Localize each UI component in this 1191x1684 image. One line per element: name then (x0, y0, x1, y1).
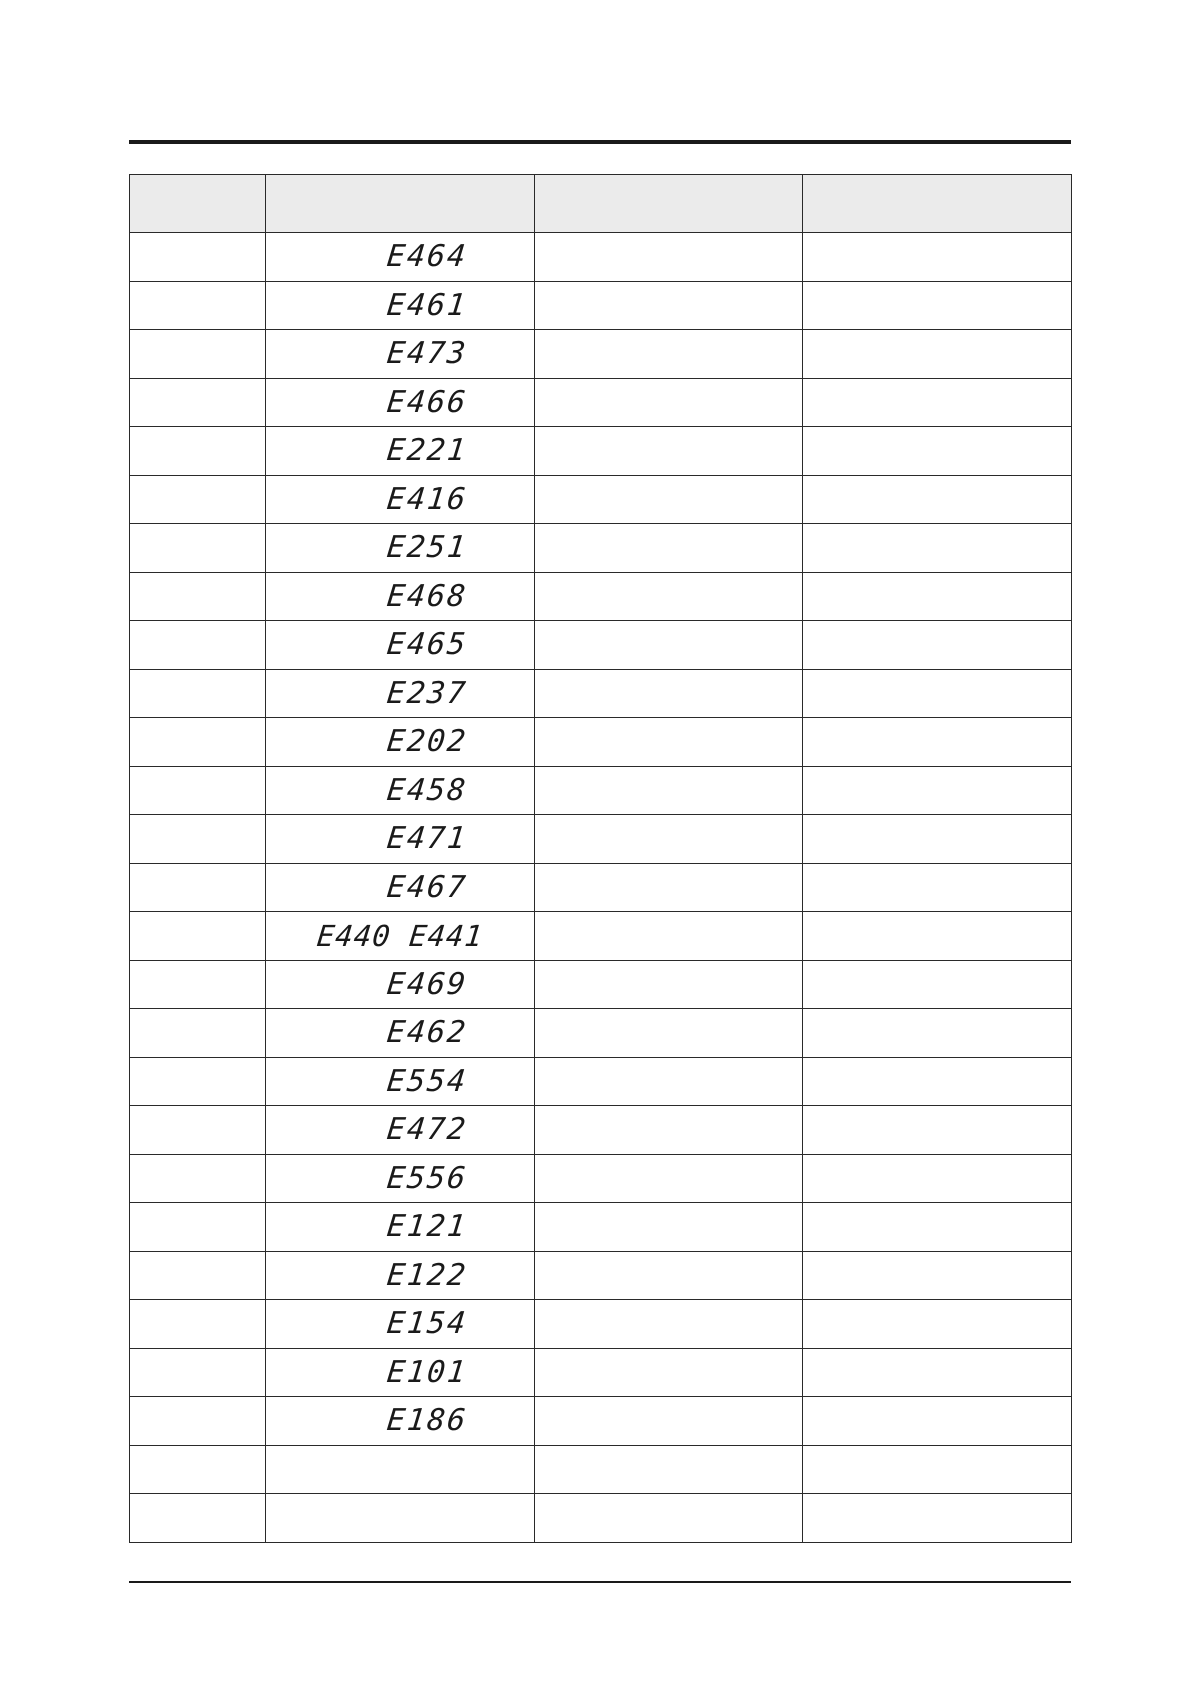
header-cell-4 (803, 175, 1072, 233)
empty-cell (535, 475, 803, 524)
table-row (130, 1348, 1072, 1397)
empty-cell (535, 718, 803, 767)
empty-cell (535, 1494, 803, 1543)
error-code: E237 (385, 675, 469, 711)
error-code-cell (266, 330, 535, 379)
error-code: E202 (385, 724, 469, 760)
empty-cell (535, 621, 803, 670)
empty-cell (130, 330, 266, 379)
table-row (130, 1009, 1072, 1058)
empty-cell (130, 863, 266, 912)
table-row (130, 572, 1072, 621)
error-code-cell (266, 863, 535, 912)
empty-cell (535, 1154, 803, 1203)
empty-cell (130, 475, 266, 524)
error-code-cell (266, 912, 535, 961)
empty-cell (803, 1300, 1072, 1349)
table-row (130, 1251, 1072, 1300)
table-row (130, 863, 1072, 912)
empty-cell (803, 1154, 1072, 1203)
table-row (130, 1397, 1072, 1446)
empty-cell (535, 330, 803, 379)
error-code-cell (266, 1445, 535, 1494)
error-code-cell (266, 621, 535, 670)
table-row (130, 1106, 1072, 1155)
error-code: E458 (385, 772, 469, 808)
table-row (130, 1494, 1072, 1543)
empty-cell (535, 766, 803, 815)
empty-cell (130, 1494, 266, 1543)
empty-cell (803, 1009, 1072, 1058)
table-row (130, 960, 1072, 1009)
error-code-cell (266, 960, 535, 1009)
table-row (130, 1203, 1072, 1252)
error-code-cell (266, 1251, 535, 1300)
empty-cell (803, 1203, 1072, 1252)
empty-cell (803, 863, 1072, 912)
empty-cell (130, 912, 266, 961)
empty-cell (803, 1106, 1072, 1155)
error-code: E121 (385, 1209, 469, 1245)
empty-cell (130, 281, 266, 330)
empty-cell (535, 1106, 803, 1155)
error-code-cell (266, 1154, 535, 1203)
error-code-cell (266, 572, 535, 621)
error-code: E440 E441 (315, 918, 485, 953)
empty-cell (130, 1445, 266, 1494)
error-code-cell (266, 766, 535, 815)
empty-cell (130, 1154, 266, 1203)
empty-cell (535, 1397, 803, 1446)
empty-cell (803, 281, 1072, 330)
error-code-cell (266, 1397, 535, 1446)
error-code: E556 (385, 1160, 469, 1196)
empty-cell (535, 1300, 803, 1349)
table-row (130, 427, 1072, 476)
header-cell-3 (535, 175, 803, 233)
table-row (130, 233, 1072, 282)
top-rule (129, 140, 1071, 144)
error-code: E469 (385, 966, 469, 1002)
empty-cell (803, 766, 1072, 815)
empty-cell (803, 1397, 1072, 1446)
empty-cell (130, 815, 266, 864)
empty-cell (130, 572, 266, 621)
error-code: E251 (385, 530, 469, 566)
empty-cell (535, 815, 803, 864)
empty-cell (130, 960, 266, 1009)
empty-cell (803, 1445, 1072, 1494)
empty-cell (535, 863, 803, 912)
empty-cell (130, 1203, 266, 1252)
error-code-cell (266, 718, 535, 767)
error-code: E467 (385, 869, 469, 905)
empty-cell (535, 427, 803, 476)
error-code-cell (266, 524, 535, 573)
table-row (130, 1057, 1072, 1106)
empty-cell (803, 1494, 1072, 1543)
error-code-cell (266, 815, 535, 864)
table-row (130, 330, 1072, 379)
error-code: E472 (385, 1112, 469, 1148)
empty-cell (803, 330, 1072, 379)
empty-cell (535, 378, 803, 427)
empty-cell (130, 1397, 266, 1446)
error-code-cell (266, 378, 535, 427)
error-code: E466 (385, 384, 469, 420)
empty-cell (535, 1203, 803, 1252)
empty-cell (803, 912, 1072, 961)
error-code: E464 (385, 239, 469, 275)
table-row (130, 621, 1072, 670)
bottom-rule (129, 1581, 1071, 1583)
error-code-cell (266, 1300, 535, 1349)
empty-cell (803, 427, 1072, 476)
empty-cell (130, 233, 266, 282)
empty-cell (803, 960, 1072, 1009)
error-code-cell (266, 1009, 535, 1058)
error-code-cell (266, 475, 535, 524)
empty-cell (130, 1009, 266, 1058)
empty-cell (803, 1348, 1072, 1397)
error-code-cell (266, 233, 535, 282)
error-code-cell (266, 1494, 535, 1543)
table-row (130, 1445, 1072, 1494)
empty-cell (535, 524, 803, 573)
error-code: E154 (385, 1306, 469, 1342)
empty-cell (535, 669, 803, 718)
error-code-cell (266, 1348, 535, 1397)
empty-cell (130, 669, 266, 718)
empty-cell (535, 1009, 803, 1058)
error-code-cell (266, 1057, 535, 1106)
error-code: E554 (385, 1063, 469, 1099)
error-code: E101 (385, 1354, 469, 1390)
empty-cell (803, 815, 1072, 864)
error-code: E416 (385, 481, 469, 517)
empty-cell (803, 524, 1072, 573)
error-code: E468 (385, 578, 469, 614)
empty-cell (130, 378, 266, 427)
empty-cell (130, 1348, 266, 1397)
error-code: E462 (385, 1015, 469, 1051)
empty-cell (130, 718, 266, 767)
header-cell-1 (130, 175, 266, 233)
empty-cell (535, 1057, 803, 1106)
table-row (130, 378, 1072, 427)
error-code-cell (266, 1106, 535, 1155)
table-row (130, 1154, 1072, 1203)
empty-cell (803, 1057, 1072, 1106)
table-row (130, 281, 1072, 330)
error-code: E122 (385, 1257, 469, 1293)
table-row (130, 815, 1072, 864)
error-code: E186 (385, 1403, 469, 1439)
error-code: E471 (385, 821, 469, 857)
table-row (130, 475, 1072, 524)
empty-cell (535, 912, 803, 961)
empty-cell (803, 572, 1072, 621)
table-row (130, 766, 1072, 815)
table-row (130, 718, 1072, 767)
error-code: E473 (385, 336, 469, 372)
empty-cell (130, 1106, 266, 1155)
error-code: E461 (385, 287, 469, 323)
empty-cell (130, 766, 266, 815)
table-row (130, 669, 1072, 718)
error-code: E221 (385, 433, 469, 469)
error-code: E465 (385, 627, 469, 663)
empty-cell (130, 1300, 266, 1349)
empty-cell (535, 1348, 803, 1397)
empty-cell (803, 718, 1072, 767)
empty-cell (535, 233, 803, 282)
error-code-cell (266, 669, 535, 718)
table-header-row (130, 175, 1072, 233)
error-code-cell (266, 281, 535, 330)
empty-cell (130, 1251, 266, 1300)
error-code-cell (266, 427, 535, 476)
empty-cell (535, 1445, 803, 1494)
error-code-table (129, 174, 1072, 1543)
empty-cell (535, 960, 803, 1009)
empty-cell (130, 427, 266, 476)
empty-cell (803, 621, 1072, 670)
empty-cell (130, 524, 266, 573)
empty-cell (130, 621, 266, 670)
empty-cell (803, 1251, 1072, 1300)
table-row (130, 912, 1072, 961)
empty-cell (803, 475, 1072, 524)
empty-cell (535, 572, 803, 621)
table-row (130, 1300, 1072, 1349)
table-row (130, 524, 1072, 573)
empty-cell (803, 233, 1072, 282)
error-code-cell (266, 1203, 535, 1252)
header-cell-2 (266, 175, 535, 233)
empty-cell (803, 669, 1072, 718)
empty-cell (130, 1057, 266, 1106)
empty-cell (803, 378, 1072, 427)
empty-cell (535, 281, 803, 330)
empty-cell (535, 1251, 803, 1300)
